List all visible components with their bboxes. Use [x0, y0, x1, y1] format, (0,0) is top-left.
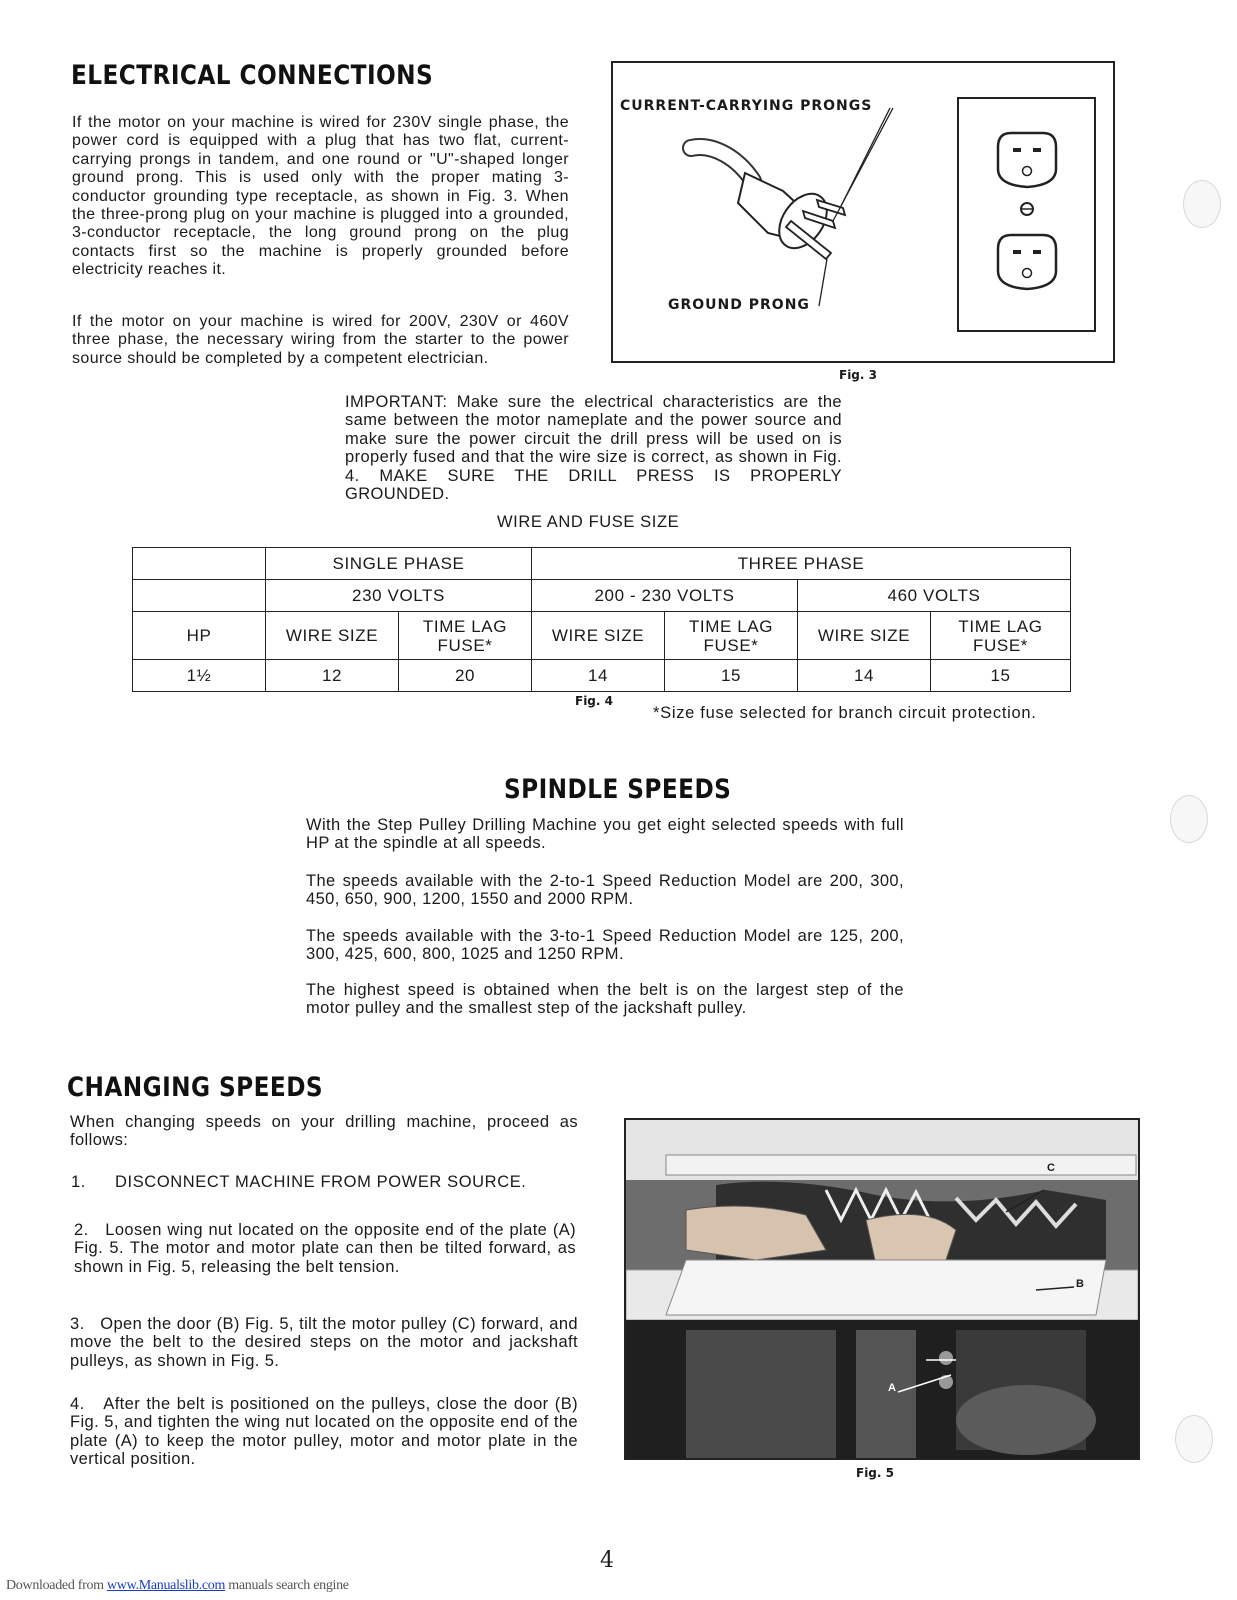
fig3-caption: Fig. 3 [839, 368, 877, 382]
electrical-heading: ELECTRICAL CONNECTIONS [71, 60, 434, 91]
step-1-number: 1. [71, 1173, 86, 1191]
fig5-photo [624, 1118, 1140, 1460]
table-corner-cell [133, 548, 266, 580]
table-cell: 15 [665, 660, 798, 692]
wire-size-header: WIRE SIZE [532, 612, 665, 660]
label-a: A [888, 1382, 896, 1394]
v460-header: 460 VOLTS [798, 580, 1071, 612]
fuse-text: FUSE* [437, 635, 493, 655]
fuse-text: FUSE* [973, 635, 1028, 655]
spindle-paragraph-1: With the Step Pulley Drilling Machine you get eight selected speeds with full HP at the spindle at all speeds. [306, 816, 904, 853]
table-blank-cell [133, 580, 266, 612]
important-note: IMPORTANT: Make sure the electrical characteristics are the same between the motor nameplate and the power source and make sure the power circuit the drill press will be used on is properly fused and that the wire size is correct, as shown in Fig. 4. MAKE SURE THE DRILL PRESS IS PROPERLY GROUNDED. [345, 393, 842, 504]
v200-230-header: 200 - 230 VOLTS [532, 580, 798, 612]
fuse-text: FUSE* [703, 635, 759, 655]
label-c: C [1047, 1162, 1055, 1174]
time-lag-text: TIME LAG [422, 616, 508, 636]
fig5-caption: Fig. 5 [856, 1466, 894, 1480]
three-phase-header: THREE PHASE [532, 548, 1071, 580]
footer-prefix: Downloaded from [6, 1578, 104, 1593]
step-2-number: 2. [74, 1221, 89, 1239]
binder-hole [1183, 180, 1221, 228]
electrical-paragraph-1: If the motor on your machine is wired for 230V single phase, the power cord is equipped with a plug that has two flat, current-carrying prongs in tandem, and one round or "U"-shaped longer ground prong. This is used only with the proper mating 3-conductor grounding type receptacle, as shown in Fig. 3. When the three-prong plug on your machine is plugged into a grounded, 3-conductor receptacle, the long ground prong on the plug contacts first so the machine is properly grounded before electricity reaches it. [72, 114, 569, 279]
step-3-number: 3. [70, 1315, 85, 1333]
wire-table-title: WIRE AND FUSE SIZE [497, 513, 680, 531]
step-2-text [74, 1221, 576, 1276]
manualslib-link[interactable]: www.Manualslib.com [106, 1578, 226, 1593]
table-cell: 1½ [133, 660, 266, 692]
hp-header: HP [133, 612, 266, 660]
ground-prong-label: GROUND PRONG [668, 297, 810, 313]
time-lag-fuse-header [399, 612, 532, 660]
time-lag-fuse-header [931, 612, 1071, 660]
download-footer [6, 1578, 349, 1594]
step-3-body: Open the door (B) Fig. 5, tilt the motor pulley (C) forward, and move the belt to the desired steps on the motor and jackshaft pulleys, as shown in Fig. 5. [70, 1315, 578, 1370]
step-3-text [70, 1315, 578, 1370]
table-cell: 20 [399, 660, 532, 692]
time-lag-text: TIME LAG [958, 616, 1043, 636]
electrical-paragraph-2: If the motor on your machine is wired for 200V, 230V or 460V three phase, the necessary wiring from the starter to the power source should be completed by a competent electrician. [72, 313, 569, 367]
footer-suffix: manuals search engine [228, 1578, 349, 1593]
binder-hole [1170, 795, 1208, 843]
step-2-body: Loosen wing nut located on the opposite end of the plate (A) Fig. 5. The motor and motor plate can then be tilted forward, as shown in Fig. 5, releasing the belt tension. [74, 1221, 577, 1276]
changing-intro: When changing speeds on your drilling machine, proceed as follows: [70, 1113, 578, 1150]
table-cell: 14 [532, 660, 665, 692]
table-cell: 12 [266, 660, 399, 692]
step-4-number: 4. [70, 1395, 85, 1413]
label-b: B [1076, 1278, 1084, 1290]
single-phase-header: SINGLE PHASE [266, 548, 532, 580]
fuse-footnote: *Size fuse selected for branch circuit protection. [653, 704, 1037, 722]
binder-hole [1175, 1415, 1213, 1463]
drill-press-photo-illustration [626, 1120, 1138, 1458]
table-cell: 14 [798, 660, 931, 692]
wire-size-header: WIRE SIZE [266, 612, 399, 660]
time-lag-fuse-header [665, 612, 798, 660]
v230-header: 230 VOLTS [266, 580, 532, 612]
step-1-text: DISCONNECT MACHINE FROM POWER SOURCE. [115, 1173, 527, 1191]
spindle-paragraph-3: The speeds available with the 3-to-1 Speed Reduction Model are 125, 200, 300, 425, 600, 800, 1025 and 1250 RPM. [306, 927, 904, 964]
wire-size-header: WIRE SIZE [798, 612, 931, 660]
fig3-frame [611, 61, 1115, 363]
current-carrying-prongs-label: CURRENT-CARRYING PRONGS [620, 98, 873, 114]
step-4-text [70, 1395, 578, 1469]
changing-heading: CHANGING SPEEDS [67, 1072, 324, 1103]
fig4-caption: Fig. 4 [575, 694, 613, 708]
step-4-body: After the belt is positioned on the pulleys, close the door (B) Fig. 5, and tighten the wing nut located on the opposite end of the plate (A) to keep the motor pulley, motor and motor plate in the vertical position. [70, 1395, 578, 1469]
spindle-paragraph-4: The highest speed is obtained when the belt is on the largest step of the motor pulley and the smallest step of the jackshaft pulley. [306, 981, 904, 1018]
time-lag-text: TIME LAG [688, 616, 774, 636]
spindle-heading: SPINDLE SPEEDS [504, 774, 732, 805]
page-number: 4 [600, 1548, 614, 1573]
spindle-paragraph-2: The speeds available with the 2-to-1 Speed Reduction Model are 200, 300, 450, 650, 900, 1200, 1550 and 2000 RPM. [306, 872, 904, 909]
table-cell: 15 [931, 660, 1071, 692]
wire-fuse-table [132, 547, 1071, 692]
